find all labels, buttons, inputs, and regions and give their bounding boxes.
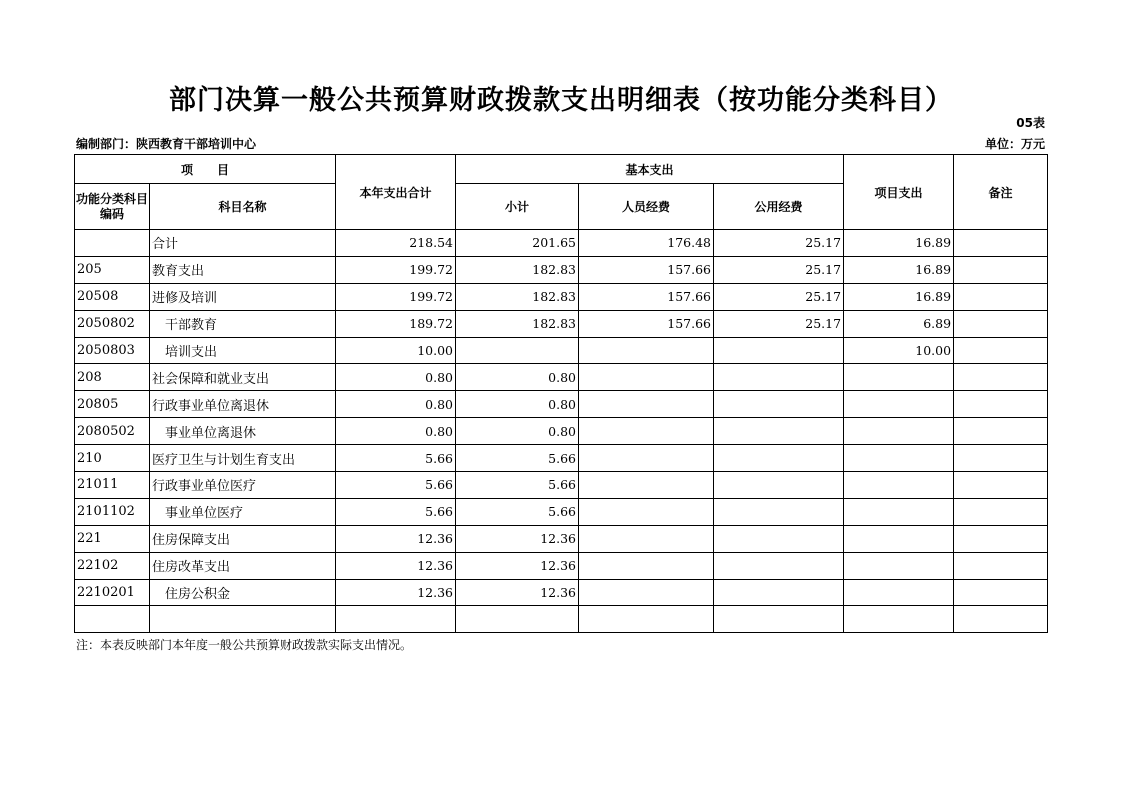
row-code: 221 — [75, 525, 150, 552]
row-total: 189.72 — [336, 310, 456, 337]
header-remark: 备注 — [954, 155, 1048, 230]
row-personnel: 157.66 — [579, 256, 714, 283]
row-name: 教育支出 — [150, 256, 336, 283]
table-row — [75, 256, 1048, 283]
table-row — [75, 498, 1048, 525]
row-project — [844, 552, 954, 579]
row-total — [336, 606, 456, 633]
footnote: 注：本表反映部门本年度一般公共预算财政拨款实际支出情况。 — [76, 638, 413, 652]
row-public: 25.17 — [714, 256, 844, 283]
header-name: 科目名称 — [150, 184, 336, 230]
row-name: 住房改革支出 — [150, 552, 336, 579]
row-name: 进修及培训 — [150, 283, 336, 310]
row-remark — [954, 418, 1048, 445]
header-public: 公用经费 — [714, 184, 844, 230]
row-name: 事业单位医疗 — [150, 498, 336, 525]
row-personnel: 157.66 — [579, 310, 714, 337]
table-row — [75, 472, 1048, 499]
row-remark — [954, 579, 1048, 606]
header-personnel: 人员经费 — [579, 184, 714, 230]
row-project — [844, 391, 954, 418]
row-total: 218.54 — [336, 230, 456, 257]
row-personnel: 176.48 — [579, 230, 714, 257]
row-total: 5.66 — [336, 445, 456, 472]
row-code: 20508 — [75, 283, 150, 310]
expenditure-table — [74, 154, 1048, 633]
row-total: 5.66 — [336, 472, 456, 499]
table-row — [75, 391, 1048, 418]
row-name: 住房公积金 — [150, 579, 336, 606]
row-code: 2050802 — [75, 310, 150, 337]
row-public — [714, 472, 844, 499]
row-remark — [954, 472, 1048, 499]
row-code: 2080502 — [75, 418, 150, 445]
row-total: 5.66 — [336, 498, 456, 525]
row-personnel — [579, 391, 714, 418]
table-row — [75, 310, 1048, 337]
row-name: 行政事业单位离退休 — [150, 391, 336, 418]
row-personnel — [579, 525, 714, 552]
row-total: 12.36 — [336, 525, 456, 552]
row-public — [714, 579, 844, 606]
row-subtotal: 12.36 — [456, 552, 579, 579]
row-remark — [954, 310, 1048, 337]
row-subtotal: 0.80 — [456, 418, 579, 445]
row-code: 2210201 — [75, 579, 150, 606]
row-subtotal: 182.83 — [456, 256, 579, 283]
row-total: 0.80 — [336, 418, 456, 445]
row-name: 住房保障支出 — [150, 525, 336, 552]
row-project — [844, 606, 954, 633]
row-public — [714, 606, 844, 633]
row-subtotal: 5.66 — [456, 472, 579, 499]
row-total: 12.36 — [336, 579, 456, 606]
row-name: 社会保障和就业支出 — [150, 364, 336, 391]
row-code: 20805 — [75, 391, 150, 418]
row-project — [844, 472, 954, 499]
row-code: 210 — [75, 445, 150, 472]
row-project — [844, 445, 954, 472]
row-subtotal: 0.80 — [456, 391, 579, 418]
row-remark — [954, 445, 1048, 472]
table-row — [75, 283, 1048, 310]
table-row — [75, 579, 1048, 606]
row-personnel — [579, 472, 714, 499]
row-project: 16.89 — [844, 256, 954, 283]
header-subtotal: 小计 — [456, 184, 579, 230]
row-subtotal: 182.83 — [456, 283, 579, 310]
row-project — [844, 418, 954, 445]
row-remark — [954, 337, 1048, 364]
row-personnel — [579, 498, 714, 525]
row-code: 21011 — [75, 472, 150, 499]
department-label: 编制部门：陕西教育干部培训中心 — [76, 137, 257, 151]
row-remark — [954, 525, 1048, 552]
table-row — [75, 552, 1048, 579]
row-personnel — [579, 606, 714, 633]
row-code — [75, 606, 150, 633]
row-personnel — [579, 364, 714, 391]
table-row — [75, 525, 1048, 552]
row-project: 6.89 — [844, 310, 954, 337]
row-remark — [954, 606, 1048, 633]
table-row — [75, 418, 1048, 445]
table-row — [75, 337, 1048, 364]
row-remark — [954, 283, 1048, 310]
row-public — [714, 337, 844, 364]
row-total: 0.80 — [336, 364, 456, 391]
row-subtotal: 201.65 — [456, 230, 579, 257]
row-project: 16.89 — [844, 230, 954, 257]
row-personnel — [579, 337, 714, 364]
header-total: 本年支出合计 — [336, 155, 456, 230]
header-project: 项目支出 — [844, 155, 954, 230]
row-subtotal: 182.83 — [456, 310, 579, 337]
row-name: 行政事业单位医疗 — [150, 472, 336, 499]
table-number: 05表 — [1016, 116, 1045, 130]
row-code: 2050803 — [75, 337, 150, 364]
row-public: 25.17 — [714, 283, 844, 310]
row-code: 22102 — [75, 552, 150, 579]
row-public — [714, 364, 844, 391]
row-total: 199.72 — [336, 256, 456, 283]
header-code: 功能分类科目编码 — [75, 184, 150, 230]
table-row — [75, 364, 1048, 391]
table-row — [75, 445, 1048, 472]
row-code: 205 — [75, 256, 150, 283]
row-public — [714, 552, 844, 579]
row-subtotal: 12.36 — [456, 579, 579, 606]
row-code: 208 — [75, 364, 150, 391]
row-personnel — [579, 445, 714, 472]
row-public — [714, 391, 844, 418]
row-public: 25.17 — [714, 310, 844, 337]
row-public — [714, 498, 844, 525]
row-total: 12.36 — [336, 552, 456, 579]
row-code: 2101102 — [75, 498, 150, 525]
row-name: 干部教育 — [150, 310, 336, 337]
row-public — [714, 445, 844, 472]
row-personnel — [579, 552, 714, 579]
row-subtotal — [456, 337, 579, 364]
row-name — [150, 606, 336, 633]
row-project — [844, 525, 954, 552]
header-basic: 基本支出 — [456, 155, 844, 184]
row-name: 合计 — [150, 230, 336, 257]
table-row — [75, 606, 1048, 633]
row-name: 培训支出 — [150, 337, 336, 364]
row-personnel: 157.66 — [579, 283, 714, 310]
row-project: 16.89 — [844, 283, 954, 310]
row-remark — [954, 364, 1048, 391]
row-remark — [954, 256, 1048, 283]
row-subtotal — [456, 606, 579, 633]
row-total: 0.80 — [336, 391, 456, 418]
header-item: 项 目 — [75, 155, 336, 184]
row-project: 10.00 — [844, 337, 954, 364]
row-subtotal: 0.80 — [456, 364, 579, 391]
row-code — [75, 230, 150, 257]
row-public — [714, 418, 844, 445]
row-public — [714, 525, 844, 552]
row-subtotal: 12.36 — [456, 525, 579, 552]
row-name: 医疗卫生与计划生育支出 — [150, 445, 336, 472]
row-total: 199.72 — [336, 283, 456, 310]
row-subtotal: 5.66 — [456, 498, 579, 525]
row-remark — [954, 230, 1048, 257]
row-personnel — [579, 579, 714, 606]
row-personnel — [579, 418, 714, 445]
row-subtotal: 5.66 — [456, 445, 579, 472]
row-remark — [954, 552, 1048, 579]
row-public: 25.17 — [714, 230, 844, 257]
row-name: 事业单位离退休 — [150, 418, 336, 445]
page-title: 部门决算一般公共预算财政拨款支出明细表（按功能分类科目） — [169, 85, 953, 116]
table-row — [75, 230, 1048, 257]
row-project — [844, 498, 954, 525]
row-project — [844, 579, 954, 606]
unit-label: 单位：万元 — [984, 137, 1045, 151]
row-project — [844, 364, 954, 391]
row-total: 10.00 — [336, 337, 456, 364]
row-remark — [954, 391, 1048, 418]
row-remark — [954, 498, 1048, 525]
